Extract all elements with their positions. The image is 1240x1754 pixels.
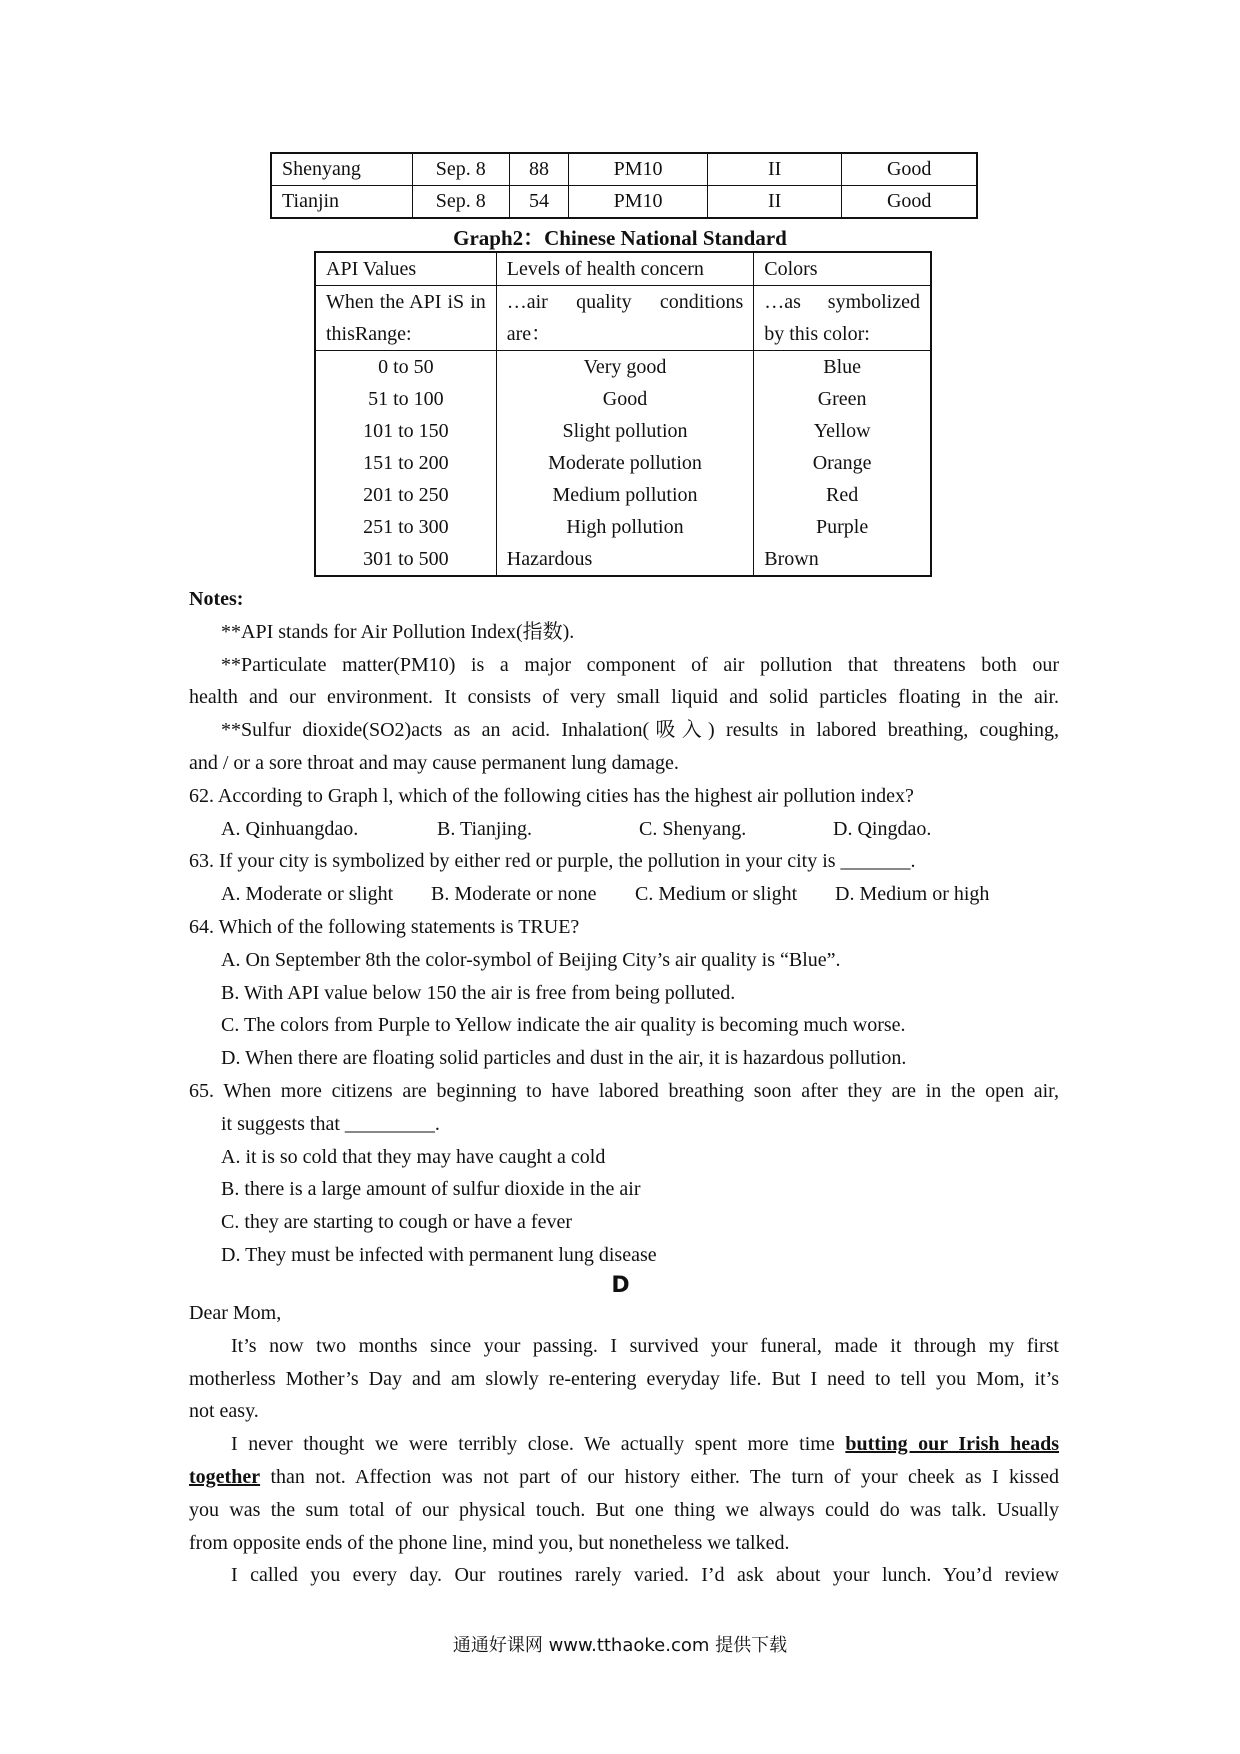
underlined-phrase: together — [189, 1465, 261, 1488]
quality-cell: Good — [842, 186, 977, 219]
range-cell: 51 to 100 — [315, 383, 496, 415]
color-cell: Green — [754, 383, 931, 415]
note-pm10-line1: **Particulate matter(PM10) is a major component of air pollution that threatens both our — [221, 653, 1059, 676]
option-c: C. The colors from Purple to Yellow indicate the air quality is becoming much worse. — [221, 1014, 906, 1037]
option-b: B. Tianjing. — [437, 817, 533, 840]
column-header: Levels of health concern — [496, 252, 754, 286]
table-row — [315, 511, 931, 543]
paragraph-line: I called you every day. Our routines rarely varied. I’d ask about your lunch. You’d review — [231, 1564, 1059, 1587]
graph2-title: Graph2：Chinese National Standard — [453, 226, 787, 250]
table-header-row — [315, 252, 931, 286]
color-cell: Brown — [754, 543, 931, 576]
quality-cell: Good — [842, 153, 977, 186]
question-63: 63. If your city is symbolized by either red or purple, the pollution in your city is _______. — [189, 850, 916, 873]
question-65-line2: it suggests that _________. — [221, 1112, 440, 1135]
option-b: B. With API value below 150 the air is free from being polluted. — [221, 981, 736, 1004]
range-cell: 251 to 300 — [315, 511, 496, 543]
note-pm10-line2: health and our environment. It consists of very small liquid and solid particles floating in the air. — [189, 686, 1059, 709]
option-a: A. Qinhuangdao. — [221, 817, 359, 840]
level-cell: II — [707, 153, 842, 186]
color-cell: Blue — [754, 351, 931, 384]
option-a: A. it is so cold that they may have caught a cold — [221, 1145, 606, 1168]
paragraph-line — [189, 1428, 1059, 1461]
graph1-table — [270, 152, 978, 219]
color-cell: Purple — [754, 511, 931, 543]
option-b: B. Moderate or none — [431, 883, 597, 906]
notes-heading: Notes: — [189, 588, 244, 610]
paragraph-text: than not. Affection was not part of our history either. The turn of your cheek as I kissed — [270, 1465, 1060, 1488]
table-row — [315, 383, 931, 415]
note-api: **API stands for Air Pollution Index(指数). — [221, 620, 575, 643]
option-d: D. Qingdao. — [833, 817, 932, 840]
range-cell: 201 to 250 — [315, 479, 496, 511]
table-row — [271, 153, 977, 186]
table-row — [315, 543, 931, 576]
range-cell: 151 to 200 — [315, 447, 496, 479]
option-c: C. Medium or slight — [635, 883, 798, 906]
level-cell: Good — [496, 383, 754, 415]
question-64: 64. Which of the following statements is TRUE? — [189, 915, 580, 938]
column-subheader: …air quality conditions are： — [496, 286, 754, 351]
question-62-options — [189, 813, 1059, 846]
question-62: 62. According to Graph l, which of the following cities has the highest air pollution index? — [189, 784, 914, 807]
question-63-options — [189, 878, 1059, 911]
api-cell: 88 — [509, 153, 568, 186]
color-cell: Yellow — [754, 415, 931, 447]
option-d: D. They must be infected with permanent lung disease — [221, 1243, 657, 1266]
letter-greeting: Dear Mom, — [189, 1302, 282, 1324]
column-header: Colors — [754, 252, 931, 286]
level-cell: Very good — [496, 351, 754, 384]
paragraph-text: I never thought we were terribly close. We actually spent more time — [231, 1433, 835, 1456]
date-cell: Sep. 8 — [412, 153, 509, 186]
level-cell: Moderate pollution — [496, 447, 754, 479]
api-cell: 54 — [509, 186, 568, 219]
color-cell: Orange — [754, 447, 931, 479]
table-row — [271, 186, 977, 219]
table-row — [315, 415, 931, 447]
paragraph-line: It’s now two months since your passing. I survived your funeral, made it through my first — [231, 1334, 1059, 1357]
table-subheader-row — [315, 286, 931, 351]
option-d: D. When there are floating solid particles and dust in the air, it is hazardous pollution. — [221, 1047, 907, 1070]
table-row — [315, 479, 931, 511]
pollutant-cell: PM10 — [569, 153, 708, 186]
level-cell: Slight pollution — [496, 415, 754, 447]
city-cell: Shenyang — [271, 153, 412, 186]
range-cell: 101 to 150 — [315, 415, 496, 447]
column-subheader: When the API iS in thisRange: — [315, 286, 496, 351]
option-c: C. they are starting to cough or have a fever — [221, 1211, 572, 1234]
table-row — [315, 351, 931, 384]
passage-d — [189, 1297, 1059, 1592]
column-subheader: …as symbolized by this color: — [754, 286, 931, 351]
note-so2-line2: and / or a sore throat and may cause permanent lung damage. — [189, 751, 679, 774]
option-a: A. Moderate or slight — [221, 883, 394, 906]
option-d: D. Medium or high — [835, 883, 990, 906]
paragraph-line: motherless Mother’s Day and am slowly re-entering everyday life. But I need to tell you Mom, it’s — [189, 1367, 1059, 1390]
question-65-line1: 65. When more citizens are beginning to have labored breathing soon after they are in the open air, — [189, 1079, 1059, 1102]
date-cell: Sep. 8 — [412, 186, 509, 219]
note-so2-line1: **Sulfur dioxide(SO2)acts as an acid. Inhalation(吸入) results in labored breathing, coughing, — [221, 719, 1059, 742]
range-cell: 0 to 50 — [315, 351, 496, 384]
column-header: API Values — [315, 252, 496, 286]
page-footer: 通通好课网 www.tthaoke.com 提供下载 — [452, 1635, 788, 1656]
paragraph-line: not easy. — [189, 1400, 259, 1423]
pollutant-cell: PM10 — [569, 186, 708, 219]
graph2-table — [314, 251, 932, 577]
notes-and-questions — [189, 583, 1059, 1272]
level-cell: II — [707, 186, 842, 219]
underlined-phrase: butting our Irish heads — [845, 1433, 1060, 1456]
paragraph-line: from opposite ends of the phone line, mind you, but nonetheless we talked. — [189, 1531, 790, 1554]
option-c: C. Shenyang. — [639, 817, 747, 840]
level-cell: High pollution — [496, 511, 754, 543]
option-a: A. On September 8th the color-symbol of Beijing City’s air quality is “Blue”. — [221, 948, 841, 971]
level-cell: Hazardous — [496, 543, 754, 576]
table-row — [315, 447, 931, 479]
option-b: B. there is a large amount of sulfur dioxide in the air — [221, 1178, 641, 1201]
section-d-label: D — [611, 1273, 629, 1298]
city-cell: Tianjin — [271, 186, 412, 219]
color-cell: Red — [754, 479, 931, 511]
paragraph-line: you was the sum total of our physical touch. But one thing we always could do was talk. Usually — [189, 1498, 1059, 1521]
level-cell: Medium pollution — [496, 479, 754, 511]
range-cell: 301 to 500 — [315, 543, 496, 576]
paragraph-line — [189, 1461, 1059, 1494]
